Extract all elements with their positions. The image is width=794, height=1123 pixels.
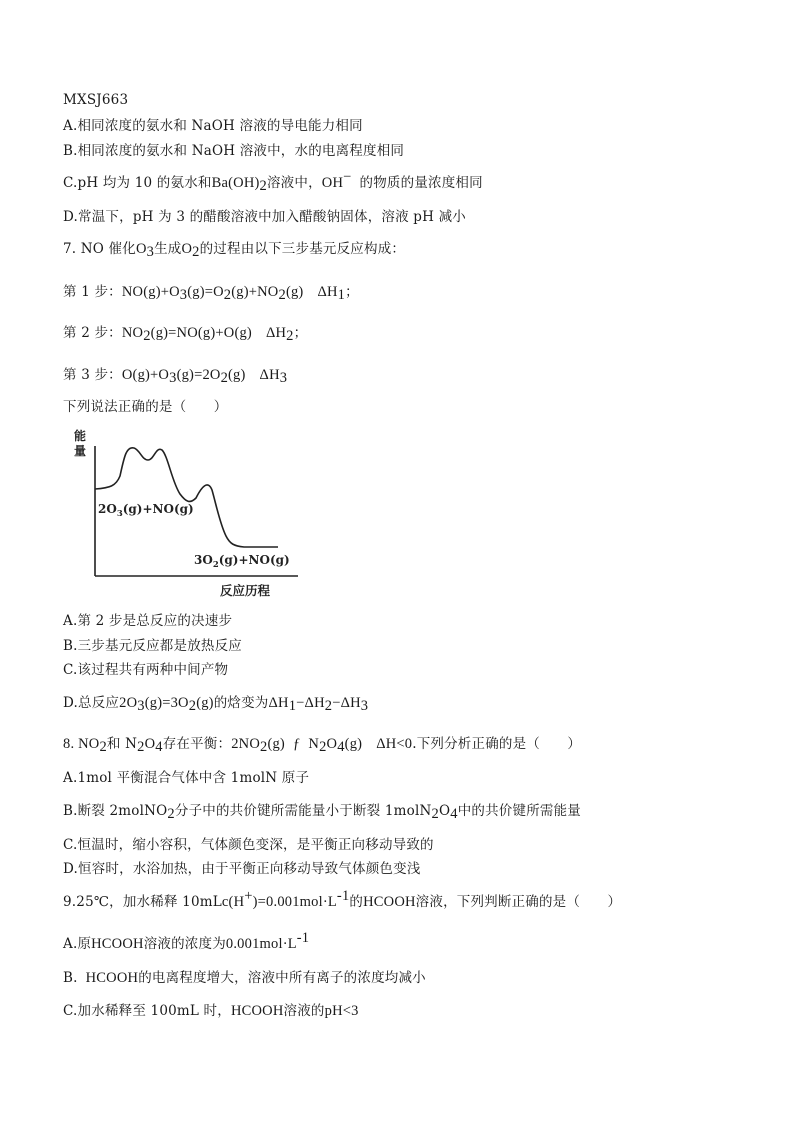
q9-option-a: A.原HCOOH溶液的浓度为$0.001mol\cdot L^{-1}$ — [63, 930, 310, 952]
q7-option-b: B.三步基元反应都是放热反应 — [63, 638, 243, 654]
q8-option-b: B.断裂 2molNO$_2$分子中的共价键所需能量小于断裂 $1molN_2O_4$中的共价键所需能量 — [63, 803, 582, 822]
q9-stem: 9.25℃，加水稀释 $10mLc(H^+)=0.001mol\cdot L^{-1}$的HCOOH溶液，下列判断正确的是（ ） — [63, 888, 622, 910]
energy-profile-diagram — [68, 424, 318, 604]
q7-option-c: C.该过程共有两种中间产物 — [63, 662, 229, 678]
q6-option-c: C.pH 均为 10 的氨水和$Ba(OH)_2$溶液中，OH− 的物质的量浓度相同 — [63, 169, 483, 194]
q7-stem: 7. NO 催化$O_3$生成$O_2$的过程由以下三步基元反应构成： — [63, 241, 406, 260]
energy-curve — [95, 448, 278, 547]
q8-option-a: A.1mol 平衡混合气体中含 1molN 原子 — [63, 770, 310, 786]
q7-step-3: 第 3 步：$O(g)+O_3(g)=2O_2(g)$ $\Delta H_3$ — [63, 367, 288, 386]
q6-option-d: D.常温下，pH 为 3 的醋酸溶液中加入醋酸钠固体，溶液 pH 减小 — [63, 209, 467, 225]
start-state-label: $2O_3(g)+NO(g)$ — [98, 502, 194, 519]
q8-stem: 8. $NO_2$和 $N_2O_4$存在平衡：$2NO_2(g)$ ƒ $N_2O_4(g)$ ΔH<0.下列分析正确的是（ ） — [63, 736, 582, 755]
q6-option-b: B.相同浓度的氨水和 NaOH 溶液中，水的电离程度相同 — [63, 143, 405, 159]
q6-option-a: A.相同浓度的氨水和 NaOH 溶液的导电能力相同 — [63, 118, 363, 134]
y-axis-label-top: 能 — [74, 429, 87, 443]
y-axis-label-bottom: 量 — [74, 444, 87, 458]
q9-option-c: C.加水稀释至 100mL 时，HCOOH溶液的pH<3 — [63, 1003, 359, 1019]
x-axis-label: 反应历程 — [220, 583, 271, 598]
q9-option-b: B. HCOOH的电离程度增大，溶液中所有离子的浓度均减小 — [63, 970, 426, 986]
q7-option-a: A.第 2 步是总反应的决速步 — [63, 613, 233, 629]
equilibrium-symbol: ƒ — [292, 736, 301, 752]
q7-question: 下列说法正确的是（ ） — [63, 399, 228, 415]
end-state-label: $3O_2(g)+NO(g)$ — [194, 553, 290, 570]
q7-option-d: D.总反应$2O_3(g)=3O_2(g)$的焓变为$\Delta H_1-\Delta H_2-\Delta H_3$ — [63, 695, 369, 714]
document-code: MXSJ663 — [63, 92, 129, 108]
q8-option-d: D.恒容时，水浴加热，由于平衡正向移动导致气体颜色变浅 — [63, 861, 421, 877]
q7-step-2: 第 2 步：$NO_2(g)=NO(g)+O(g)$ $\Delta H_2$； — [63, 325, 308, 344]
q7-step-1: 第 1 步：$NO(g)+O_3(g)=O_2(g)+NO_2(g)$ $\Delta H_1$； — [63, 284, 359, 303]
q8-option-c: C.恒温时，缩小容积，气体颜色变深，是平衡正向移动导致的 — [63, 837, 434, 853]
